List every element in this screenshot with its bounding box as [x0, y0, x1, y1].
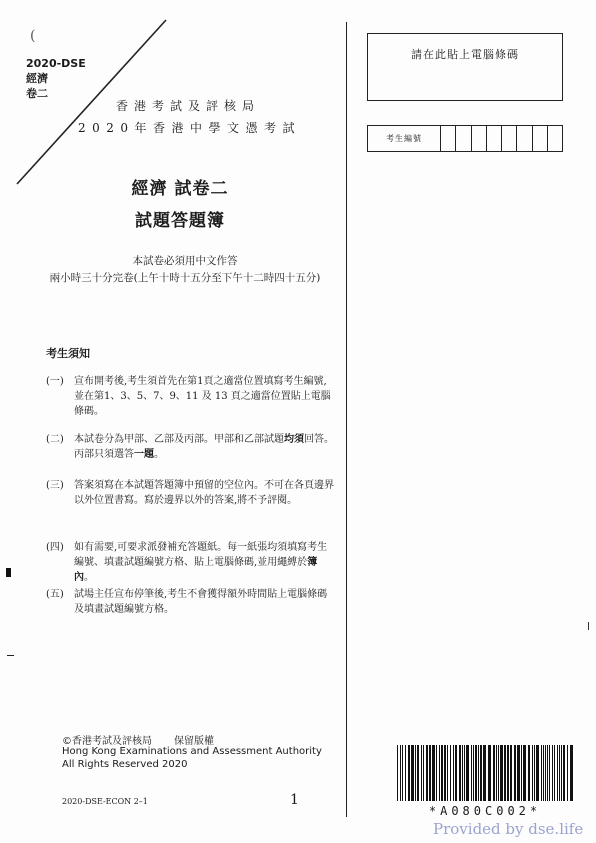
instruction-number: (三) — [46, 480, 64, 491]
barcode-bar — [521, 745, 522, 801]
barcode-bar — [570, 745, 573, 801]
paper-code: 2020-DSE-ECON 2–1 — [62, 797, 148, 806]
candidate-number-cell[interactable] — [502, 126, 517, 151]
copyright-holder-cn: ©香港考試及評核局 — [62, 736, 152, 747]
barcode-bar — [411, 745, 414, 801]
barcode-bar — [400, 745, 401, 801]
instruction-text: 試場主任宣布停筆後,考生不會獲得額外時間貼上電腦條碼及填畫試題編號方格。 — [74, 589, 328, 615]
instruction-text-part: 。 — [84, 572, 94, 583]
barcode-bar — [426, 745, 428, 801]
paper-title: 經濟 試卷二 — [131, 179, 229, 199]
instruction-number: (五) — [46, 589, 64, 600]
margin-divider-line — [346, 22, 347, 817]
barcode-bar — [534, 745, 535, 801]
instruction-text-part: 如有需要,可要求派發補充答題紙。每一紙張均須填寫考生編號、填畫試題編號方格、貼上電腦條碼,並用繩縛於 — [74, 542, 328, 568]
barcode-sticker-box[interactable] — [367, 33, 563, 101]
instruction-text — [74, 432, 336, 462]
barcode-bar — [444, 745, 446, 801]
barcode-bar — [559, 745, 560, 801]
barcode-bar — [417, 745, 419, 801]
barcode-bar — [439, 745, 440, 801]
barcode-bar — [514, 745, 516, 801]
barcode-bar — [397, 745, 398, 801]
barcode-bar — [453, 745, 454, 801]
barcode-bar — [561, 745, 562, 801]
exam-name: 2020年香港中學文憑考試 — [78, 121, 302, 135]
barcode-bar — [493, 745, 495, 801]
barcode-bar — [567, 745, 568, 801]
barcode-bar — [480, 745, 482, 801]
barcode-bar — [478, 745, 479, 801]
candidate-number-cell[interactable] — [517, 126, 532, 151]
barcode-bar — [541, 745, 542, 801]
instruction-item-2 — [46, 432, 336, 462]
candidate-number-cell[interactable] — [441, 126, 456, 151]
barcode-bar — [432, 745, 435, 801]
instruction-text: 答案須寫在本試題答題簿中預留的空位內。不可在各頁邊界以外位置書寫。寫於邊界以外的答案,將不予評閱。 — [74, 480, 334, 506]
candidate-number-cell[interactable] — [487, 126, 502, 151]
instruction-text: 宣布開考後,考生須首先在第1頁之適當位置填寫考生編號,並在第1、3、5、7、9、11 及 13 頁之適當位置貼上電腦條碼。 — [74, 376, 331, 417]
barcode-bar — [466, 745, 469, 801]
corner-line-2: 經濟 — [26, 72, 48, 85]
barcode-bar — [504, 745, 506, 801]
candidate-number-row — [367, 125, 563, 152]
provided-by-watermark: Provided by dse.life — [433, 820, 584, 838]
instruction-number: (一) — [46, 376, 64, 387]
corner-line-3: 卷二 — [26, 87, 48, 100]
barcode-bar — [563, 745, 565, 801]
barcode-bar — [423, 745, 424, 801]
barcode-bar — [549, 745, 550, 801]
barcode-bar — [405, 745, 406, 801]
barcode-bar — [415, 745, 416, 801]
instruction-emphasis: 簿內 — [74, 557, 318, 583]
barcode-bar — [500, 745, 503, 801]
barcode-bar — [441, 745, 443, 801]
candidate-number-label: 考生編號 — [368, 126, 441, 151]
barcode-bar — [488, 745, 491, 801]
instruction-item-5 — [46, 587, 336, 617]
barcode-bar — [532, 745, 533, 801]
barcode-bar — [421, 745, 422, 801]
corner-line-1: 2020-DSE — [26, 57, 86, 70]
instruction-number: (二) — [46, 434, 64, 445]
corner-curl-mark: ( — [30, 28, 36, 44]
barcode-image — [397, 745, 573, 801]
language-note: 本試卷必須用中文作答 — [132, 255, 238, 267]
barcode-bar — [471, 745, 472, 801]
margin-tick — [588, 622, 593, 630]
barcode-bar — [464, 745, 465, 801]
barcode-bar — [447, 745, 448, 801]
instruction-emphasis: 均須 — [284, 434, 304, 445]
barcode-text: *A080C002* — [428, 804, 542, 818]
instruction-text-part: 本試卷分為甲部、乙部及丙部。甲部和乙部試題 — [74, 434, 284, 445]
barcode-bar — [483, 745, 486, 801]
barcode-bar — [543, 745, 544, 801]
instruction-text-part: 回答。丙部只須選答 — [74, 434, 334, 460]
barcode-bar — [455, 745, 457, 801]
barcode-bar — [459, 745, 461, 801]
candidate-number-cell[interactable] — [456, 126, 471, 151]
barcode-bar — [462, 745, 463, 801]
barcode-bar — [429, 745, 431, 801]
barcode-bar — [498, 745, 499, 801]
barcode-bar — [523, 745, 526, 801]
barcode-bar — [517, 745, 520, 801]
copyright-english-line-2: All Rights Reserved 2020 — [62, 759, 188, 770]
barcode-bar — [436, 745, 437, 801]
barcode-bar — [475, 745, 477, 801]
copyright-chinese — [62, 732, 214, 747]
authority-name: 香港考試及評核局 — [116, 99, 261, 113]
instruction-item-1 — [46, 374, 336, 419]
barcode-bar — [554, 745, 555, 801]
copyright-english-line-1: Hong Kong Examinations and Assessment Authority — [62, 746, 322, 757]
barcode-bar — [450, 745, 451, 801]
instruction-text — [74, 540, 336, 585]
candidate-number-cell[interactable] — [548, 126, 562, 151]
instruction-text-part: 。 — [154, 449, 164, 460]
barcode-bar — [510, 745, 512, 801]
barcode-bar — [507, 745, 509, 801]
instruction-emphasis: 一題 — [134, 449, 154, 460]
paper-subtitle: 試題答題簿 — [135, 211, 225, 231]
barcode-bar — [473, 745, 474, 801]
candidate-number-cell[interactable] — [472, 126, 487, 151]
page-number: 1 — [290, 792, 299, 808]
barcode-bar — [402, 745, 403, 801]
instructions-heading: 考生須知 — [46, 347, 90, 360]
corner-paper-code — [26, 56, 86, 101]
barcode-bar — [528, 745, 530, 801]
barcode-bar — [408, 745, 410, 801]
barcode-bar — [552, 745, 553, 801]
barcode-bar — [547, 745, 548, 801]
barcode-bar — [557, 745, 558, 801]
time-note: 兩小時三十分完卷(上午十時十五分至下午十二時四十五分) — [49, 272, 321, 284]
margin-dash — [7, 655, 14, 656]
registration-mark — [6, 568, 11, 577]
instruction-item-4 — [46, 540, 336, 585]
barcode-bar — [496, 745, 497, 801]
barcode-bar — [536, 745, 539, 801]
instruction-number: (四) — [46, 542, 64, 553]
candidate-number-cell[interactable] — [533, 126, 548, 151]
barcode-sticker-label: 請在此貼上電腦條碼 — [411, 48, 519, 61]
instruction-item-3 — [46, 478, 336, 508]
barcode-bar — [545, 745, 546, 801]
rights-reserved-cn: 保留版權 — [174, 736, 214, 747]
